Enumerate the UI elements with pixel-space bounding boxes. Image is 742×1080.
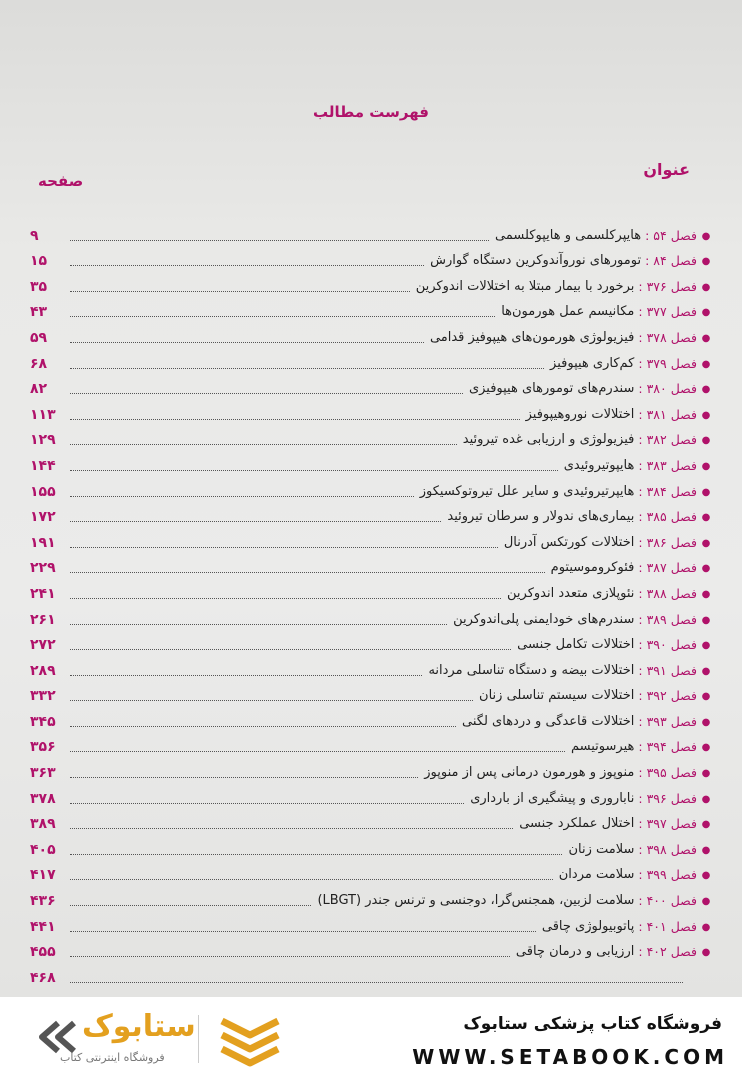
dot-leader — [70, 802, 464, 804]
toc-entry — [30, 501, 712, 527]
toc-chapter-number: فصل ۳۹۹ — [646, 867, 697, 883]
dot-leader — [70, 930, 536, 932]
toc-separator: : — [645, 253, 650, 269]
toc-page-number: ۸۲ — [30, 381, 48, 398]
toc-entry — [30, 449, 712, 475]
bullet-dot-icon: ● — [701, 742, 711, 754]
toc-page-number: ۳۷۸ — [30, 790, 56, 807]
toc-page-number: ۱۴۴ — [30, 457, 56, 474]
toc-page-number: ۴۵۵ — [30, 944, 56, 961]
toc-chapter-number: فصل ۳۹۰ — [646, 637, 697, 653]
bullet-dot-icon: ● — [701, 665, 711, 677]
toc-chapter-title: منوپوز و هورمون درمانی پس از منوپوز — [424, 765, 635, 781]
dot-leader — [70, 827, 513, 829]
toc-entry — [30, 808, 712, 834]
bullet-dot-icon: ● — [701, 230, 711, 242]
toc-separator: : — [638, 713, 643, 729]
toc-chapter-number: فصل ۳۸۵ — [646, 509, 697, 525]
dot-leader — [70, 264, 424, 266]
dot-leader — [70, 623, 447, 625]
toc-page-number: ۳۴۵ — [30, 713, 56, 730]
toc-separator: : — [638, 355, 643, 371]
toc-entry — [30, 347, 712, 373]
logo-divider — [198, 1015, 199, 1063]
toc-page-number: ۳۵ — [30, 278, 48, 295]
toc-chapter-number: فصل ۸۴ — [653, 253, 697, 269]
toc-chapter-title: هایپرکلسمی و هایپوکلسمی — [495, 227, 642, 243]
toc-entry — [30, 833, 712, 859]
toc-separator: : — [638, 304, 643, 320]
toc-chapter-number: فصل ۳۹۵ — [646, 765, 697, 781]
toc-chapter-title: اختلالات قاعدگی و دردهای لگنی — [462, 713, 635, 729]
bullet-dot-icon: ● — [701, 486, 711, 498]
toc-entry — [30, 910, 712, 936]
toc-chapter-title: نئوپلازی متعدد اندوکرین — [507, 585, 635, 601]
toc-chapter-title: برخورد با بیمار مبتلا به اختلالات اندوکرین — [415, 278, 635, 294]
toc-entry — [30, 603, 712, 629]
toc-chapter-number: فصل ۳۸۱ — [646, 406, 697, 422]
toc-chapter-number: فصل ۵۴ — [653, 227, 697, 243]
toc-entry — [30, 705, 712, 731]
toc-chapter-number: فصل ۳۷۶ — [646, 278, 697, 294]
toc-entry — [30, 245, 712, 271]
toc-chapter-number: فصل ۳۸۶ — [646, 534, 697, 550]
toc-page-number: ۳۸۹ — [30, 816, 56, 833]
toc-chapter-number: فصل ۳۹۲ — [646, 688, 697, 704]
toc-chapter-number: فصل ۳۸۳ — [646, 457, 697, 473]
toc-chapter-title: سندرم‌های خودایمنی پلی‌اندوکرین — [453, 611, 635, 627]
dot-leader — [70, 571, 545, 573]
toc-separator: : — [638, 739, 643, 755]
page-column-header: صفحه — [38, 172, 84, 190]
logo-tagline: فروشگاه اینترنتی کتاب — [60, 1051, 165, 1064]
toc-entry — [30, 782, 712, 808]
toc-page-number: ۴۰۵ — [30, 841, 56, 858]
bullet-dot-icon: ● — [701, 256, 711, 268]
toc-chapter-number: فصل ۳۹۸ — [646, 841, 697, 857]
dot-leader — [70, 418, 520, 420]
toc-page-number: ۳۳۲ — [30, 688, 56, 705]
bullet-dot-icon: ● — [701, 793, 711, 805]
dot-leader — [70, 955, 510, 957]
toc-chapter-title: تومورهای نوروآندوکرین دستگاه گوارش — [430, 253, 642, 269]
dot-leader — [70, 699, 473, 701]
toc-separator: : — [638, 662, 643, 678]
toc-separator: : — [638, 509, 643, 525]
dot-leader — [70, 674, 422, 676]
toc-separator: : — [638, 534, 643, 550]
bullet-dot-icon: ● — [701, 384, 711, 396]
toc-separator: : — [638, 406, 643, 422]
bullet-dot-icon: ● — [701, 870, 711, 882]
toc-page-number: ۱۵ — [30, 253, 48, 270]
store-logo — [30, 1007, 290, 1073]
dot-leader — [70, 981, 683, 983]
toc-chapter-title: اختلال عملکرد جنسی — [519, 816, 635, 832]
toc-page-number: ۵۹ — [30, 329, 48, 346]
toc-separator: : — [638, 841, 643, 857]
dot-leader — [70, 469, 558, 471]
bullet-dot-icon: ● — [701, 435, 711, 447]
toc-chapter-number: فصل ۴۰۰ — [646, 893, 697, 909]
store-name: فروشگاه کتاب پزشکی ستابوک — [463, 1014, 722, 1034]
bullet-dot-icon: ● — [701, 358, 711, 370]
bullet-dot-icon: ● — [701, 716, 711, 728]
toc-separator: : — [638, 816, 643, 832]
toc-entry — [30, 219, 712, 245]
toc-page-number: ۱۱۳ — [30, 406, 56, 423]
toc-entry — [30, 859, 712, 885]
toc-chapter-number: فصل ۴۰۱ — [646, 918, 697, 934]
toc-chapter-number: فصل ۴۰۲ — [646, 944, 697, 960]
toc-entry — [30, 756, 712, 782]
logo-wordmark: ستابوک — [82, 1009, 196, 1044]
bullet-dot-icon: ● — [701, 460, 711, 472]
dot-leader — [70, 648, 511, 650]
toc-chapter-title: اختلالات نوروهیپوفیز — [525, 406, 635, 422]
toc-chapter-number: فصل ۳۸۸ — [646, 585, 697, 601]
toc-chapter-title: اختلالات کورتکس آدرنال — [503, 534, 635, 550]
toc-page-number: ۲۸۹ — [30, 662, 56, 679]
toc-page-number: ۹ — [30, 227, 39, 244]
toc-chapter-title: اختلالات تکامل جنسی — [517, 637, 635, 653]
toc-chapter-title: مکانیسم عمل هورمون‌ها — [501, 304, 635, 320]
toc-chapter-title: فئوکروموسیتوم — [550, 560, 635, 576]
toc-separator: : — [638, 893, 643, 909]
toc-separator: : — [638, 329, 643, 345]
dot-leader — [70, 520, 441, 522]
toc-page-number: ۱۹۱ — [30, 534, 56, 551]
toc-chapter-title: هیرسوتیسم — [571, 739, 635, 755]
toc-separator: : — [638, 765, 643, 781]
toc-chapter-title: ناباروری و پیشگیری از بارداری — [470, 790, 635, 806]
page-title: فهرست مطالب — [313, 103, 429, 121]
toc-page-number: ۴۳ — [30, 304, 48, 321]
toc-entry — [30, 936, 712, 962]
toc-chapter-title: ارزیابی و درمان چاقی — [515, 944, 635, 960]
store-footer-banner — [0, 997, 742, 1080]
dot-leader — [70, 878, 553, 880]
bullet-dot-icon: ● — [701, 614, 711, 626]
dot-leader — [70, 776, 418, 778]
toc-chapter-title: هایپوتیروئیدی — [563, 457, 635, 473]
toc-page-number: ۲۶۱ — [30, 611, 56, 628]
toc-chapter-title: سلامت لزبین، همجنس‌گرا، دوجنسی و ترنس جندر (LBGT) — [317, 893, 635, 909]
toc-chapter-number: فصل ۳۷۹ — [646, 355, 697, 371]
toc-entry — [30, 296, 712, 322]
toc-page-number: ۶۸ — [30, 355, 48, 372]
bullet-dot-icon: ● — [701, 281, 711, 293]
toc-chapter-number: فصل ۳۹۱ — [646, 662, 697, 678]
toc-separator: : — [638, 585, 643, 601]
toc-entry — [30, 884, 712, 910]
toc-page-number: ۲۴۱ — [30, 585, 56, 602]
toc-chapter-title: کم‌کاری هیپوفیز — [550, 355, 635, 371]
toc-entry — [30, 654, 712, 680]
toc-chapter-title: هایپرتیروئیدی و سایر علل تیروتوکسیکوز — [419, 483, 635, 499]
store-url-link[interactable]: WWW.SETABOOK.COM — [412, 1045, 728, 1069]
toc-chapter-number: فصل ۳۸۰ — [646, 381, 697, 397]
toc-entry — [30, 373, 712, 399]
bullet-dot-icon: ● — [701, 537, 711, 549]
toc-page-number: ۱۷۲ — [30, 509, 56, 526]
toc-separator: : — [638, 432, 643, 448]
toc-chapter-number: فصل ۳۷۸ — [646, 329, 697, 345]
toc-entry — [30, 526, 712, 552]
toc-separator: : — [638, 381, 643, 397]
dot-leader — [70, 546, 498, 548]
toc-chapter-title: فیزیولوژی و ارزیابی غده تیروئید — [462, 432, 635, 448]
toc-entry — [30, 552, 712, 578]
toc-separator: : — [638, 457, 643, 473]
toc-separator: : — [638, 278, 643, 294]
toc-chapter-title: سندرم‌های تومورهای هیپوفیزی — [468, 381, 635, 397]
dot-leader — [70, 597, 501, 599]
dot-leader — [70, 367, 544, 369]
book-stack-icon — [216, 1013, 284, 1069]
toc-chapter-number: فصل ۳۹۳ — [646, 713, 697, 729]
toc-page-number: ۲۲۹ — [30, 560, 56, 577]
table-of-contents — [30, 219, 712, 987]
toc-separator: : — [638, 790, 643, 806]
toc-chapter-title: فیزیولوژی هورمون‌های هیپوفیز قدامی — [429, 329, 635, 345]
dot-leader — [70, 725, 456, 727]
bullet-dot-icon: ● — [701, 307, 711, 319]
bullet-dot-icon: ● — [701, 819, 711, 831]
chevron-arrows-icon — [36, 1019, 80, 1055]
toc-chapter-title: سلامت مردان — [558, 867, 635, 883]
toc-chapter-number: فصل ۳۹۴ — [646, 739, 697, 755]
bullet-dot-icon: ● — [701, 896, 711, 908]
toc-entry — [30, 680, 712, 706]
dot-leader — [70, 853, 562, 855]
dot-leader — [70, 315, 495, 317]
toc-page-number: ۴۱۷ — [30, 867, 56, 884]
toc-entry — [30, 731, 712, 757]
toc-separator: : — [638, 688, 643, 704]
toc-separator: : — [638, 918, 643, 934]
bullet-dot-icon: ● — [701, 563, 711, 575]
toc-page-number: ۴۳۶ — [30, 893, 56, 910]
toc-separator: : — [638, 560, 643, 576]
bullet-dot-icon: ● — [701, 844, 711, 856]
toc-page-number: ۳۵۶ — [30, 739, 56, 756]
dot-leader — [70, 290, 410, 292]
toc-entry — [30, 629, 712, 655]
bullet-dot-icon: ● — [701, 588, 711, 600]
toc-chapter-title: بیماری‌های ندولار و سرطان تیروئید — [447, 509, 635, 525]
toc-page-number: ۱۵۵ — [30, 483, 56, 500]
toc-separator: : — [638, 637, 643, 653]
dot-leader — [70, 495, 414, 497]
toc-entry — [30, 577, 712, 603]
toc-separator: : — [638, 867, 643, 883]
toc-page-number: ۱۲۹ — [30, 432, 56, 449]
dot-leader — [70, 443, 457, 445]
dot-leader — [70, 392, 463, 394]
toc-entry — [30, 424, 712, 450]
toc-chapter-number: فصل ۳۷۷ — [646, 304, 697, 320]
toc-entry — [30, 475, 712, 501]
toc-chapter-title: سلامت زنان — [568, 841, 635, 857]
bullet-dot-icon: ● — [701, 512, 711, 524]
toc-chapter-number: فصل ۳۹۶ — [646, 790, 697, 806]
toc-entry — [30, 961, 712, 987]
toc-separator: : — [645, 227, 650, 243]
toc-page-number: ۲۷۲ — [30, 637, 56, 654]
toc-chapter-number: فصل ۳۹۷ — [646, 816, 697, 832]
dot-leader — [70, 750, 565, 752]
toc-page-number: ۴۶۸ — [30, 969, 56, 986]
toc-page-number: ۴۴۱ — [30, 918, 56, 935]
toc-chapter-number: فصل ۳۸۴ — [646, 483, 697, 499]
title-column-header: عنوان — [643, 160, 690, 179]
toc-chapter-number: فصل ۳۸۹ — [646, 611, 697, 627]
toc-separator: : — [638, 611, 643, 627]
bullet-dot-icon: ● — [701, 768, 711, 780]
toc-entry — [30, 398, 712, 424]
bullet-dot-icon: ● — [701, 332, 711, 344]
bullet-dot-icon: ● — [701, 921, 711, 933]
toc-chapter-title: پاتوبیولوژی چاقی — [541, 918, 635, 934]
bullet-dot-icon: ● — [701, 409, 711, 421]
toc-chapter-number: فصل ۳۸۲ — [646, 432, 697, 448]
dot-leader — [70, 341, 424, 343]
dot-leader — [70, 239, 489, 241]
toc-page-number: ۳۶۳ — [30, 765, 56, 782]
dot-leader — [70, 904, 311, 906]
toc-chapter-number: فصل ۳۸۷ — [646, 560, 697, 576]
toc-entry — [30, 321, 712, 347]
toc-separator: : — [638, 944, 643, 960]
toc-chapter-title: اختلالات بیضه و دستگاه تناسلی مردانه — [428, 662, 635, 678]
bullet-dot-icon: ● — [701, 947, 711, 959]
toc-separator: : — [638, 483, 643, 499]
bullet-dot-icon: ● — [701, 640, 711, 652]
toc-chapter-title: اختلالات سیستم تناسلی زنان — [479, 688, 635, 704]
bullet-dot-icon: ● — [701, 691, 711, 703]
toc-entry — [30, 270, 712, 296]
